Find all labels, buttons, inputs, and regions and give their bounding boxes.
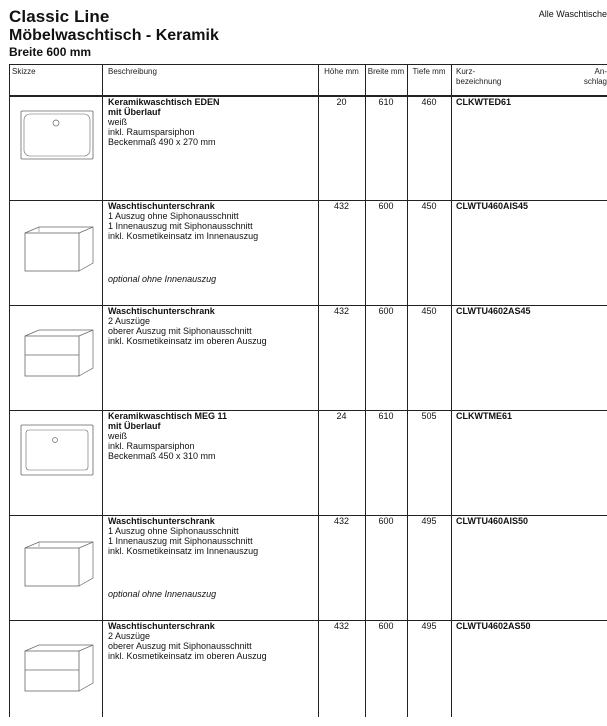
product-code: CLWTU4602AS45	[456, 306, 531, 316]
product-depth: 495	[421, 621, 437, 631]
product-height: 432	[333, 516, 350, 526]
col-header-height: Höhe mm	[324, 67, 359, 76]
col-header-extra	[584, 67, 607, 87]
col-header-width: Breite mm	[367, 67, 405, 76]
product-title: Waschtischunterschrank	[108, 201, 215, 211]
table-row	[9, 516, 607, 621]
product-height: 432	[333, 306, 350, 316]
product-depth: 505	[421, 411, 437, 421]
product-code: CLKWTED61	[456, 97, 512, 107]
product-depth: 495	[421, 516, 437, 526]
product-title: Waschtischunterschrank	[108, 621, 215, 631]
product-title: Keramikwaschtisch EDEN mit Überlauf	[108, 97, 220, 117]
product-table	[9, 64, 607, 717]
col-header-code-line1: Kurz-	[456, 67, 476, 76]
basin-sketch-icon	[15, 109, 99, 173]
table-row	[9, 97, 607, 202]
basin-sketch-icon	[15, 423, 99, 487]
product-title: Waschtischunterschrank	[108, 516, 215, 526]
product-title: Waschtischunterschrank	[108, 306, 215, 316]
table-row	[9, 201, 607, 306]
product-height: 24	[336, 411, 347, 421]
cabinet-sketch-icon	[15, 318, 99, 382]
product-height: 20	[336, 97, 347, 107]
col-header-extra-line1: An-	[594, 67, 607, 76]
product-height: 432	[333, 621, 350, 631]
product-description: 1 Auszug ohne Siphonausschnitt 1 Innenauszug mit Siphonausschnitt inkl. Kosmetikeinsatz im Innenauszug	[108, 211, 259, 241]
product-width: 600	[378, 201, 394, 211]
product-width: 600	[378, 516, 394, 526]
product-height: 432	[333, 201, 350, 211]
product-title: Keramikwaschtisch MEG 11 mit Überlauf	[108, 411, 228, 431]
cabinet-sketch-icon	[15, 213, 99, 277]
table-top-line	[9, 64, 607, 65]
document-subtitle: Möbelwaschtisch - Keramik	[9, 27, 219, 44]
col-header-depth: Tiefe mm	[412, 67, 446, 76]
document-title: Classic Line	[9, 7, 110, 26]
product-code: CLWTU460AIS45	[456, 201, 529, 211]
product-description: 2 Auszüge oberer Auszug mit Siphonausschnitt inkl. Kosmetikeinsatz im oberen Auszug	[108, 631, 267, 661]
product-width: 600	[378, 621, 394, 631]
col-header-sketch: Skizze	[12, 67, 36, 76]
product-description: weiß inkl. Raumsparsiphon Beckenmaß 450 x 310 mm	[108, 431, 216, 461]
product-code: CLWTU4602AS50	[456, 621, 531, 631]
table-row	[9, 621, 607, 726]
col-header-code-line2: bezeichnung	[456, 77, 502, 86]
table-row	[9, 411, 607, 516]
product-description: 1 Auszug ohne Siphonausschnitt 1 Innenauszug mit Siphonausschnitt inkl. Kosmetikeinsatz im Innenauszug	[108, 526, 259, 556]
table-row	[9, 306, 607, 411]
cabinet-sketch-icon	[15, 528, 99, 592]
document-header	[9, 8, 219, 59]
product-width: 610	[378, 97, 394, 107]
product-description: 2 Auszüge oberer Auszug mit Siphonausschnitt inkl. Kosmetikeinsatz im oberen Auszug	[108, 316, 267, 346]
col-header-code	[456, 67, 501, 87]
product-width: 610	[378, 411, 394, 421]
product-depth: 460	[421, 97, 437, 107]
product-depth: 450	[421, 201, 437, 211]
product-optional-note: optional ohne Innenauszug	[108, 274, 217, 284]
product-code: CLWTU460AIS50	[456, 516, 529, 526]
product-optional-note: optional ohne Innenauszug	[108, 589, 217, 599]
header-note: Alle Waschtische	[538, 9, 607, 19]
product-code: CLKWTME61	[456, 411, 512, 421]
width-label: Breite 600 mm	[9, 45, 92, 59]
col-header-description: Beschreibung	[108, 67, 157, 76]
product-description: weiß inkl. Raumsparsiphon Beckenmaß 490 x 270 mm	[108, 117, 216, 147]
col-header-extra-line2: schlag	[583, 77, 607, 86]
product-depth: 450	[421, 306, 437, 316]
cabinet-sketch-icon	[15, 633, 99, 697]
product-width: 600	[378, 306, 394, 316]
